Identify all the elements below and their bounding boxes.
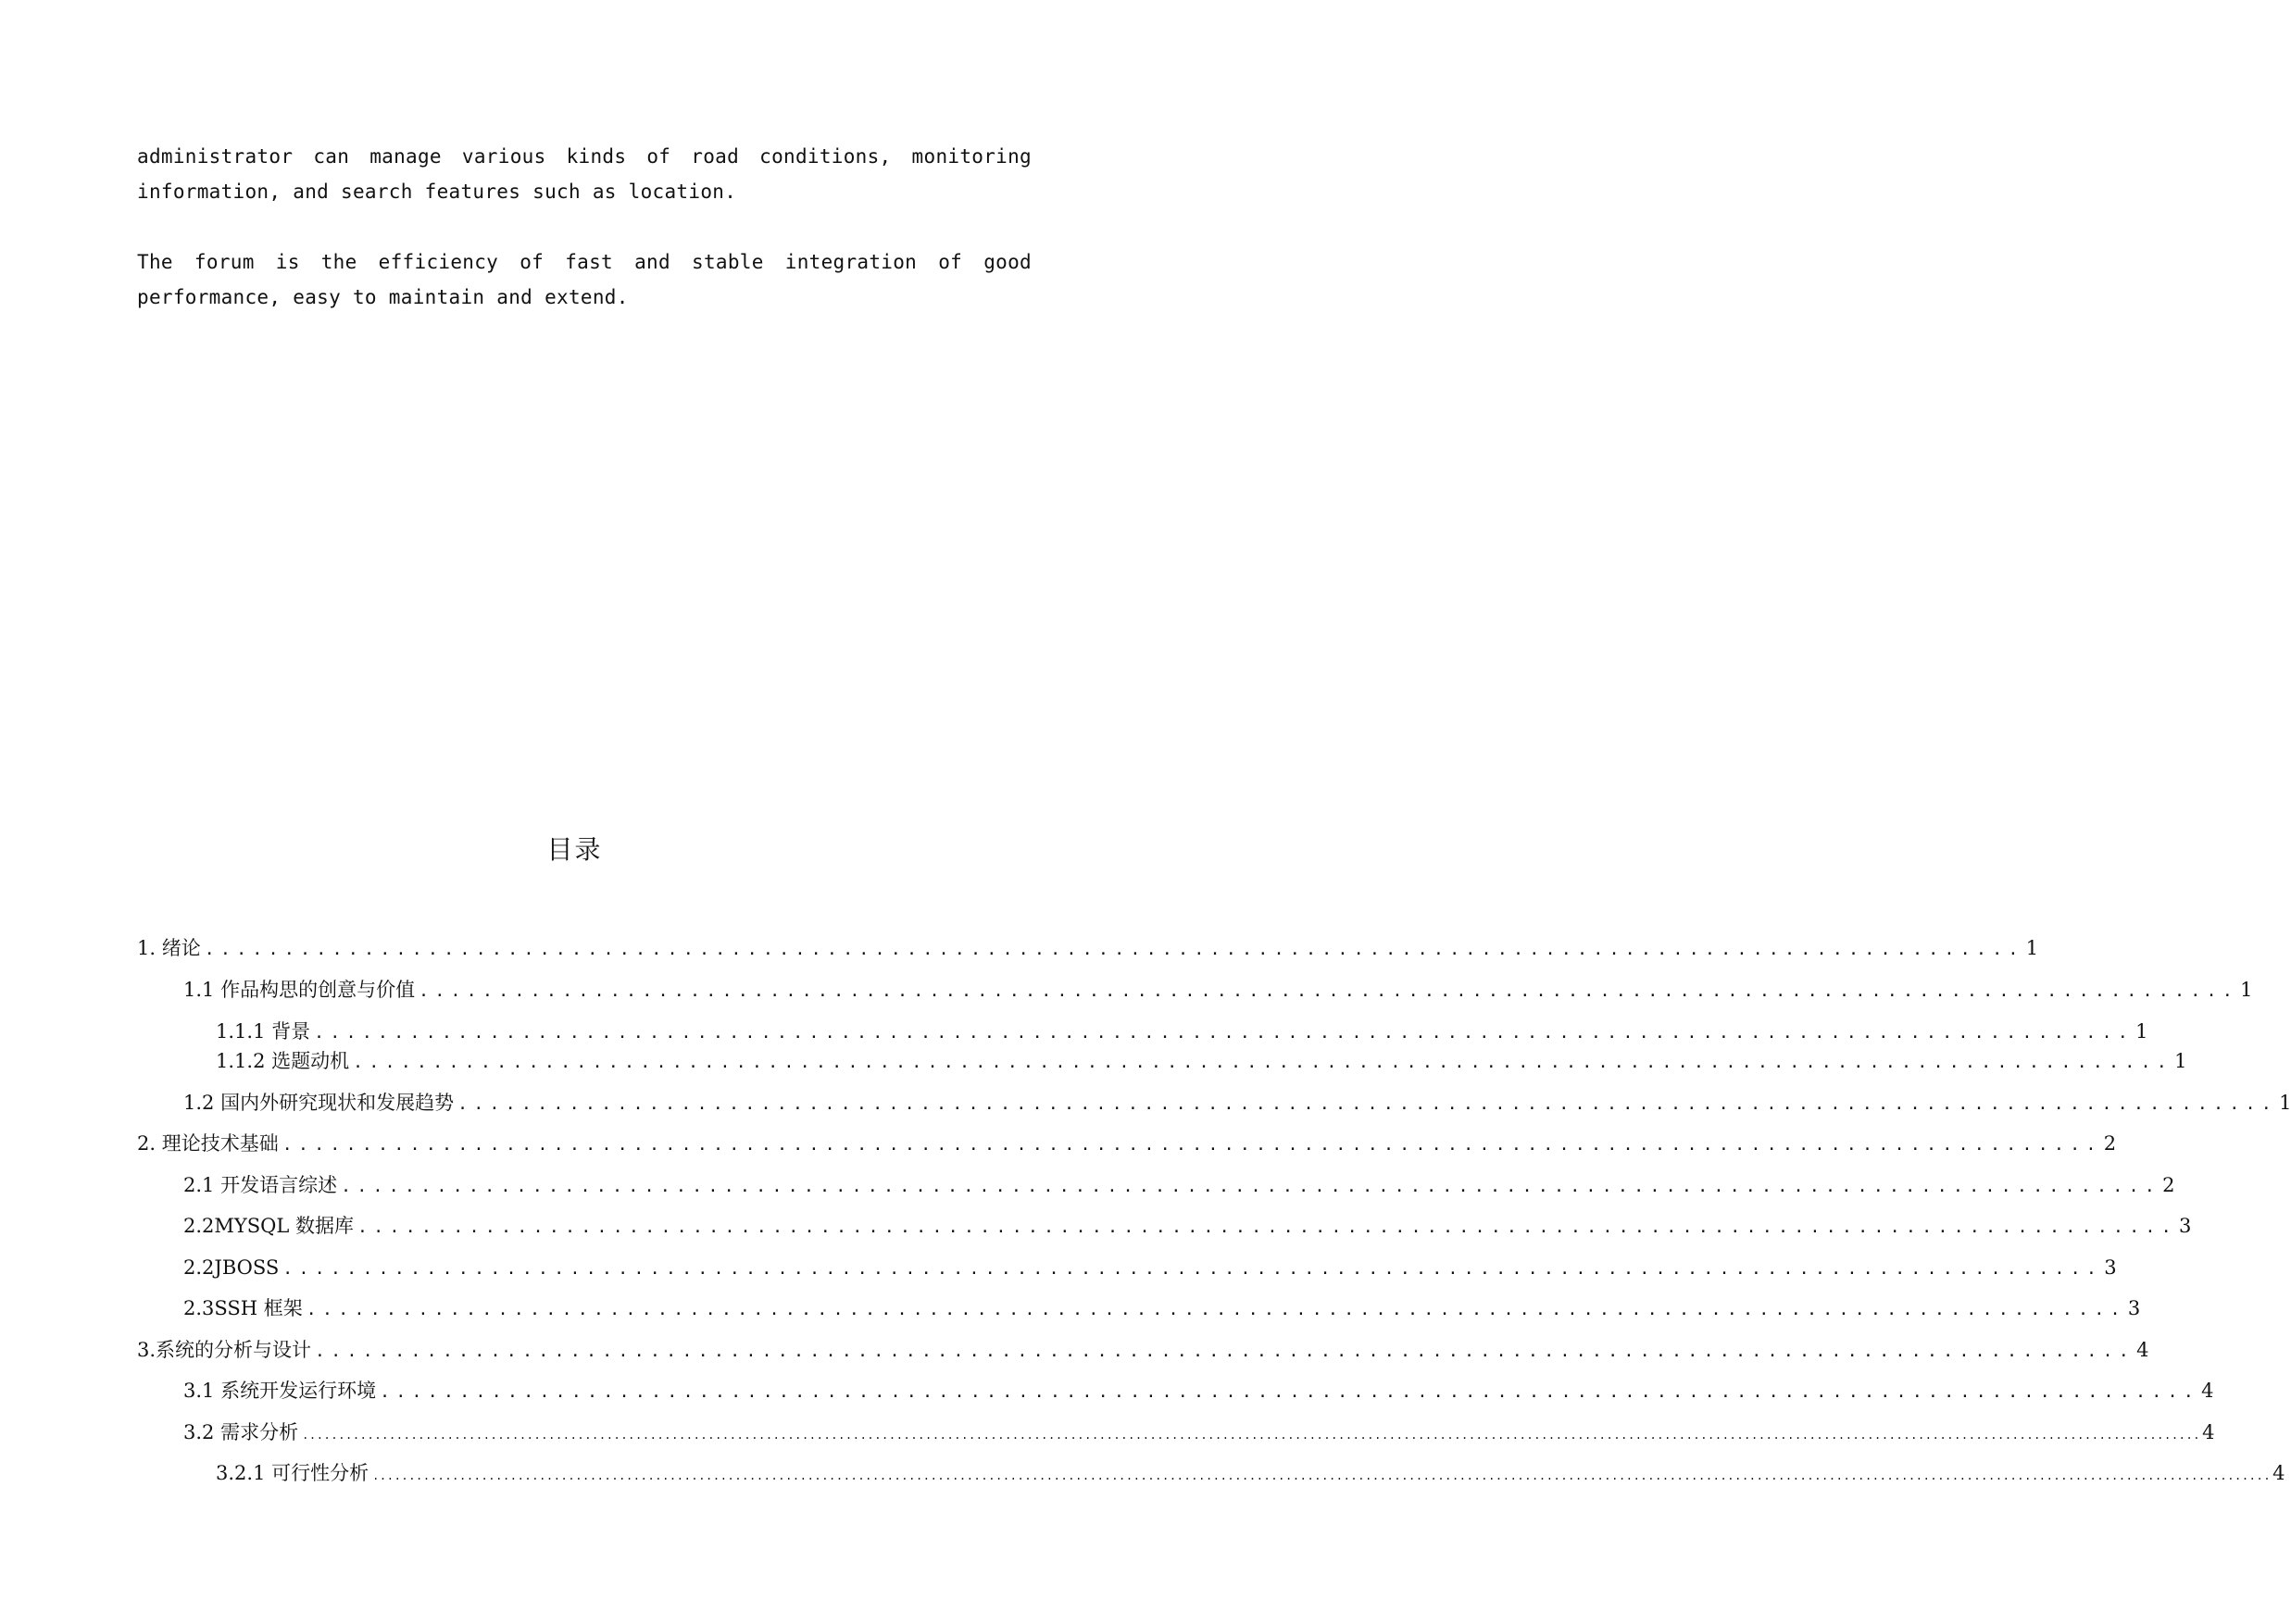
toc-entry-label: 1.1.1 背景: [216, 1020, 311, 1043]
toc-entry-label: 3.2 需求分析: [183, 1421, 299, 1443]
toc-dot-leader: ..................................................................................................................: [204, 940, 2024, 959]
toc-entry-page: 1: [2240, 979, 2253, 1001]
toc-entry[interactable]: [137, 1130, 2117, 1157]
toc-entry-label: 3.2.1 可行性分析: [216, 1462, 369, 1484]
toc-entry-page: 4: [2136, 1339, 2149, 1361]
toc-entry-page: 4: [2201, 1380, 2214, 1402]
toc-entry-label: 2. 理论技术基础: [137, 1132, 279, 1155]
toc-entry-label: 3.系统的分析与设计: [137, 1339, 312, 1361]
toc-entry-page: 1: [2279, 1092, 2291, 1114]
toc-entry-label: 2.2JBOSS: [183, 1256, 280, 1279]
toc-entry[interactable]: [137, 1089, 2291, 1117]
toc-entry[interactable]: [137, 1418, 2215, 1446]
toc-entry-page: 2: [2162, 1174, 2175, 1196]
toc-dot-leader: ..................................................................................................................: [315, 1342, 2135, 1361]
toc-entry[interactable]: [137, 1336, 2149, 1364]
toc-entry[interactable]: [137, 1047, 2187, 1075]
toc-entry-label: 1. 绪论: [137, 937, 201, 959]
toc-dot-leader: ..................................................................................................................: [341, 1177, 2161, 1196]
toc-dot-leader: ......................................................................................................................................................................................................................................................................: [302, 1429, 2201, 1442]
toc-entry-label: 2.1 开发语言综述: [183, 1174, 338, 1196]
toc-entry-label: 2.3SSH 框架: [183, 1297, 303, 1319]
toc-entry[interactable]: [137, 1294, 2141, 1322]
abstract-paragraph: The forum is the efficiency of fast and stable integration of good performance, easy to maintain and extend.: [137, 251, 1032, 308]
abstract-paragraph: administrator can manage various kinds of road conditions, monitoring information, and search features such as location.: [137, 145, 1032, 203]
toc-entry-page: 2: [2103, 1132, 2117, 1155]
toc-entry[interactable]: [137, 1459, 2285, 1487]
toc-dot-leader: ..................................................................................................................: [419, 981, 2239, 1001]
toc-entry-page: 1: [2025, 937, 2039, 959]
toc-dot-leader: ..................................................................................................................: [306, 1300, 2126, 1319]
toc-dot-leader: ..................................................................................................................: [282, 1259, 2103, 1279]
toc-entry[interactable]: [137, 1212, 2192, 1240]
toc-dot-leader: ..................................................................................................................: [380, 1382, 2200, 1402]
toc-dot-leader: ..................................................................................................................: [357, 1218, 2178, 1237]
toc-entry-page: 3: [2104, 1256, 2117, 1279]
toc-entry-label: 2.2MYSQL 数据库: [183, 1215, 354, 1237]
toc-entry[interactable]: [137, 1171, 2175, 1199]
toc-entry-label: 1.1.2 选题动机: [216, 1050, 350, 1072]
toc-entry-label: 1.1 作品构思的创意与价值: [183, 979, 416, 1001]
toc-entry-page: 3: [2179, 1215, 2192, 1237]
toc-entry[interactable]: [137, 976, 2253, 1004]
toc-entry-page: 3: [2127, 1297, 2141, 1319]
toc-entry[interactable]: [137, 1018, 2148, 1045]
toc-entry[interactable]: [137, 1254, 2117, 1281]
toc-entry[interactable]: [137, 934, 2039, 962]
toc-dot-leader: ..................................................................................................................: [314, 1023, 2135, 1043]
toc-dot-leader: ..................................................................................................................: [353, 1053, 2173, 1072]
toc-entry-page: 1: [2174, 1050, 2187, 1072]
toc-dot-leader: ..................................................................................................................: [282, 1135, 2102, 1155]
toc-entry-page: 1: [2135, 1020, 2148, 1043]
toc-entry-page: 4: [2272, 1462, 2285, 1484]
toc-entry-label: 3.1 系统开发运行环境: [183, 1380, 377, 1402]
toc-entry-page: 4: [2202, 1421, 2215, 1443]
abstract-section: [137, 139, 1032, 350]
toc-title: 目录: [546, 834, 603, 865]
toc-dot-leader: ......................................................................................................................................................................................................................................................................: [372, 1469, 2272, 1482]
toc-dot-leader: ..................................................................................................................: [457, 1094, 2278, 1114]
toc-entry-label: 1.2 国内外研究现状和发展趋势: [183, 1092, 455, 1114]
toc-entry[interactable]: [137, 1377, 2214, 1405]
